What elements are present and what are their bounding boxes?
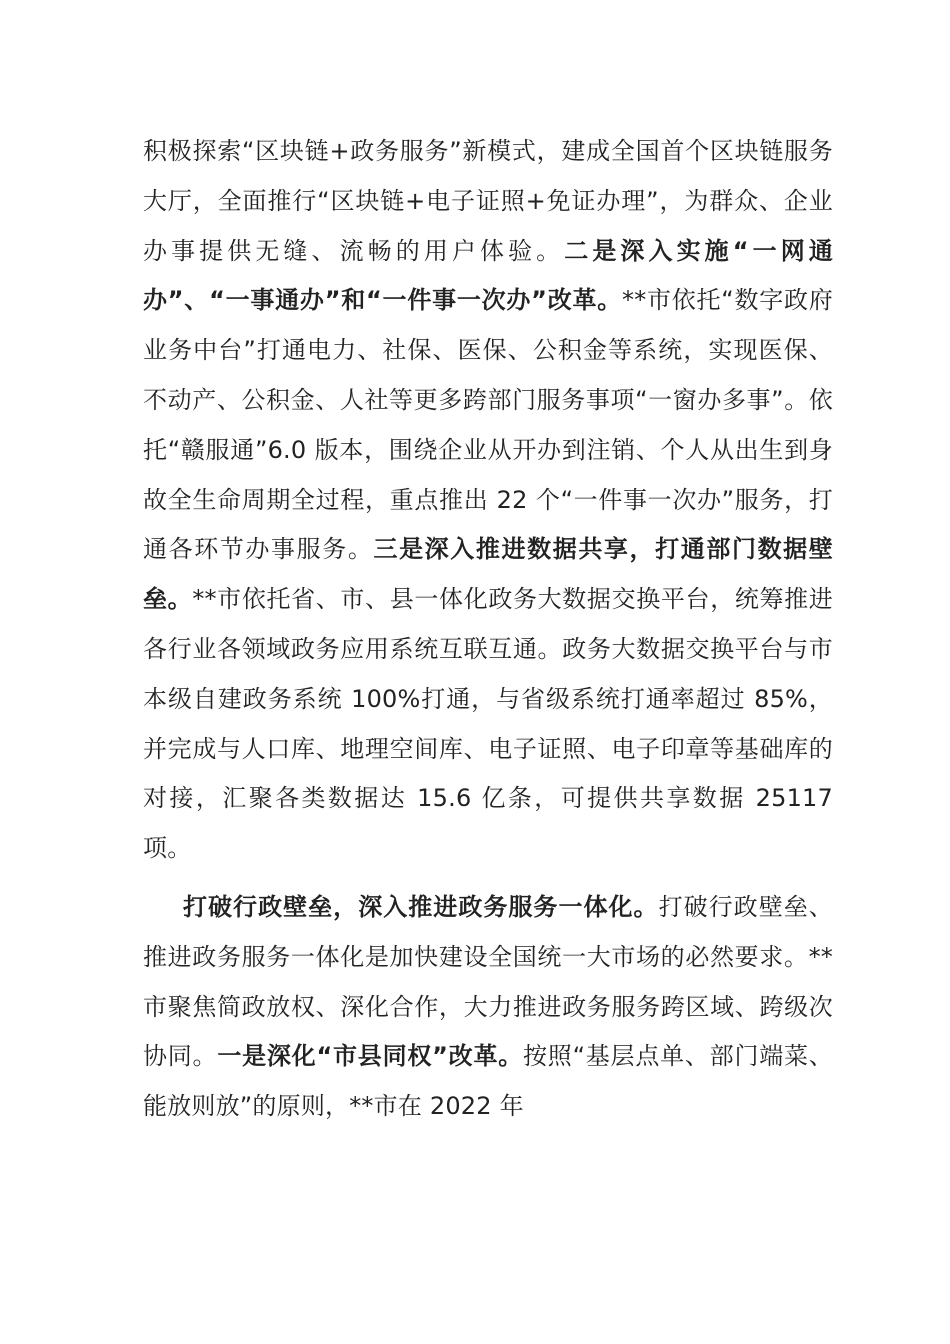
sentence-data-exchange-platform: **市依托省、市、县一体化政务大数据交换平台，统筹推进各行业各领域政务应用系统互联互通。政务大数据交换平台与市本级自建政务系统 100%打通，与省级系统打通率超过 85%，并完成与人口库、地理空间库、电子证照、电子印章等基础库的对接，汇聚各类数据达 15.6 亿条，可提供共享数据 25117 项。 — [143, 585, 833, 863]
heading-one-network-reform: 二是深入实施“一网通办”、“一事通办”和“一件事一次办”改革。 — [143, 236, 833, 315]
sentence-blockchain-hall: 积极探索“区块链+政务服务”新模式，建成全国首个区块链服务大厅，全面推行“区块链+电子证照+免证办理”，为群众、企业办事提供无缝、流畅的用户体验。 — [143, 137, 833, 265]
heading-data-sharing: 三是深入推进数据共享，打通部门数据壁垒。 — [143, 535, 833, 614]
heading-break-barriers: 打破行政壁垒，深入推进政务服务一体化。 — [183, 892, 659, 921]
sentence-principle: 按照“基层点单、部门端菜、能放则放”的原则，**市在 2022 年 — [143, 1042, 833, 1121]
heading-city-county-rights: 一是深化“市县同权”改革。 — [217, 1042, 524, 1071]
document-body — [143, 127, 833, 1132]
sentence-unified-market: 打破行政壁垒、推进政务服务一体化是加快建设全国统一大市场的必然要求。**市聚焦简政放权、深化合作，大力推进政务服务跨区域、跨级次协同。 — [143, 892, 833, 1071]
paragraph-blockchain-and-data-sharing — [143, 127, 833, 874]
paragraph-administrative-barriers — [143, 883, 833, 1132]
sentence-business-middle-platform: **市依托“数字政府业务中台”打通电力、社保、医保、公积金等系统，实现医保、不动产、公积金、人社等更多跨部门服务事项“一窗办多事”。依托“赣服通”6.0 版本，围绕企业从开办到注销、个人从出生到身故全生命周期全过程，重点推出 22 个“一件事一次办”服务，打通各环节办事服务。 — [143, 286, 833, 564]
